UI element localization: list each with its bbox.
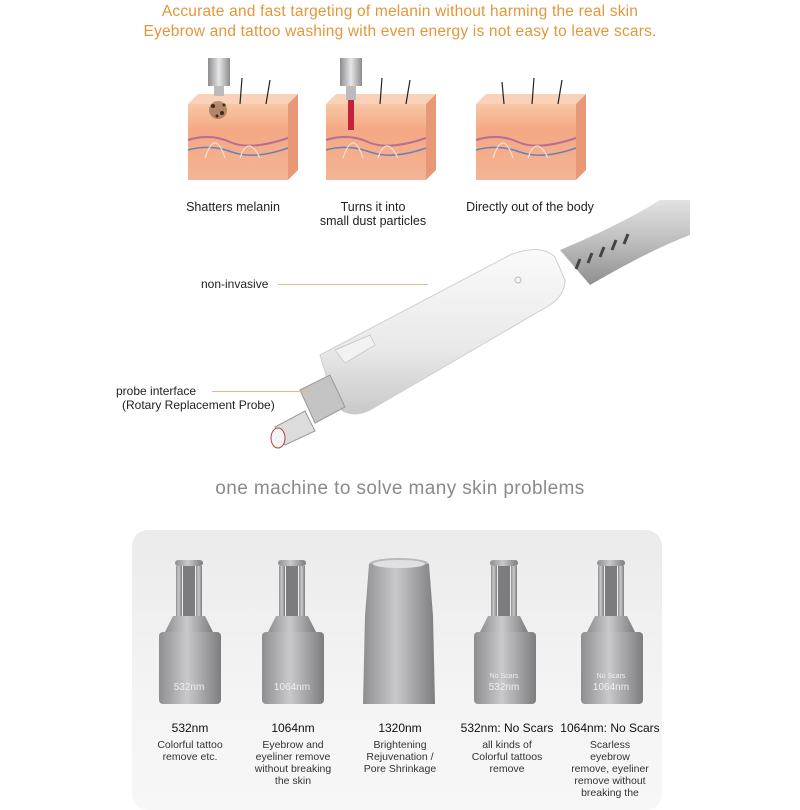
probe-engraving: 1064nm: [273, 682, 311, 693]
probe-desc-line: remove, eyeliner: [571, 763, 649, 775]
probe-engraving: 532nm: [488, 682, 520, 693]
probe-desc-1320nm: [350, 739, 450, 775]
probe-desc-line: Pore Shrinkage: [363, 763, 437, 775]
probe-engraving-top: No Scars: [596, 673, 626, 680]
probe-desc-line: Brightening: [373, 739, 427, 751]
step-caption-1: Shatters melanin: [186, 200, 280, 214]
skin-illustration-shatter: [180, 58, 340, 198]
header: [0, 2, 800, 42]
probe-name-1320nm: 1320nm: [378, 721, 422, 735]
probe-desc-line: remove etc.: [162, 751, 218, 763]
probe-engraving: 532nm: [173, 682, 205, 693]
step-caption-2-line-1: Turns it into: [340, 200, 406, 214]
probe-desc-532nm: [140, 739, 240, 763]
callout-probe-interface-line: [212, 391, 310, 392]
step-caption-3: Directly out of the body: [466, 200, 594, 214]
slogan: one machine to solve many skin problems: [215, 478, 585, 499]
probe-desc-line: Rejuvenation /: [366, 751, 434, 763]
probe-name-1064nm: 1064nm: [271, 721, 315, 735]
skin-illustration-out-of-body: [468, 58, 628, 198]
probe-desc-line: Colorful tattoo: [157, 739, 223, 751]
probe-desc-line: eyeliner remove: [255, 751, 331, 763]
header-line-2: Eyebrow and tattoo washing with even energy is not easy to leave scars.: [143, 23, 657, 40]
probe-desc-line: the skin: [274, 775, 312, 787]
probe-name-532nm: 532nm: [171, 721, 209, 735]
probe-532nm: [145, 556, 235, 716]
probe-engraving: 1064nm: [592, 682, 630, 693]
header-line-1: Accurate and fast targeting of melanin without harming the real skin: [161, 3, 639, 20]
probe-name-532nm-no-scars: 532nm: No Scars: [460, 721, 554, 735]
probe-532nm-no-scars: [460, 556, 550, 716]
step-caption-2-line-2: small dust particles: [319, 214, 427, 228]
callout-non-invasive-line: [278, 284, 428, 285]
callout-probe-interface-sub: (Rotary Replacement Probe): [122, 398, 275, 412]
probe-desc-line: all kinds of: [482, 739, 532, 751]
probe-desc-line: Colorful tattoos: [471, 751, 543, 763]
probe-desc-1064nm-no-scars: [560, 739, 660, 799]
probe-name-1064nm-no-scars: 1064nm: No Scars: [560, 721, 660, 735]
probe-desc-line: Scarless: [589, 739, 631, 751]
probe-desc-line: Eyebrow and: [262, 739, 324, 751]
probe-desc-532nm-no-scars: [457, 739, 557, 775]
probe-desc-1064nm: [243, 739, 343, 787]
probe-1320nm: [355, 556, 445, 716]
probe-desc-line: breaking the: [581, 787, 639, 799]
probe-desc-line: eyebrow: [590, 751, 630, 763]
probe-desc-line: remove: [489, 763, 525, 775]
probe-1064nm-no-scars: [567, 556, 657, 716]
probe-desc-line: remove without: [574, 775, 646, 787]
skin-illustration-turn-to-dust: [318, 58, 478, 198]
probe-engraving-top: No Scars: [489, 673, 519, 680]
probe-1064nm: [248, 556, 338, 716]
callout-probe-interface: probe interface: [116, 384, 197, 398]
callout-non-invasive: non-invasive: [201, 277, 269, 291]
laser-handpiece: [260, 195, 700, 455]
probe-desc-line: without breaking: [254, 763, 332, 775]
